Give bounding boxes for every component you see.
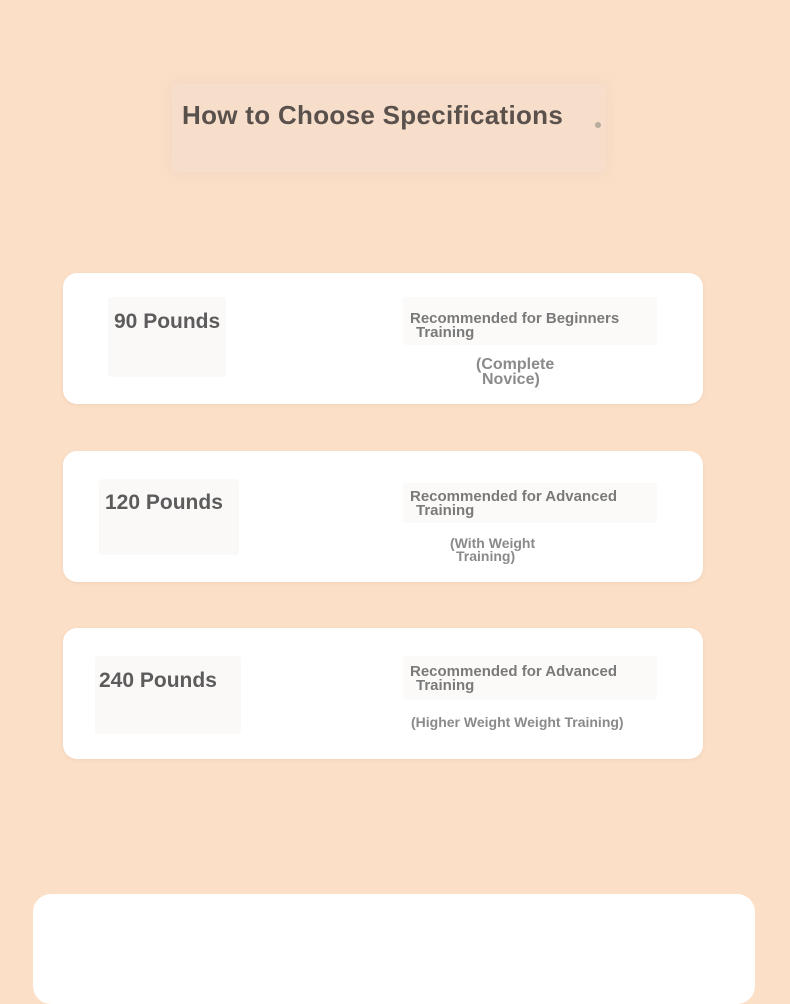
- recommendation-line-1: Recommended for Advanced: [410, 663, 617, 680]
- recommendation-line-2: Training: [416, 677, 475, 694]
- spec-recommendation: [410, 665, 617, 693]
- note-line-1: (With Weight: [450, 535, 536, 551]
- note-line-1: (Complete: [476, 356, 555, 373]
- note-line-2: Training): [456, 548, 516, 564]
- spec-note: [476, 357, 554, 387]
- title-banner: [172, 84, 606, 172]
- recommendation-line-2: Training: [416, 502, 475, 519]
- spec-recommendation: [410, 490, 617, 518]
- decorative-dot: [595, 122, 601, 128]
- bottom-panel: [33, 894, 755, 1004]
- recommendation-line-1: Recommended for Beginners: [410, 310, 620, 327]
- spec-card-240: [63, 628, 703, 759]
- recommendation-line-2: Training: [416, 324, 475, 341]
- recommendation-line-1: Recommended for Advanced: [410, 488, 617, 505]
- spec-note: (Higher Weight Weight Training): [411, 714, 624, 730]
- page-title: How to Choose Specifications: [182, 100, 564, 130]
- note-line-2: Novice): [482, 371, 540, 388]
- weight-backdrop: [108, 297, 226, 377]
- spec-weight: 90 Pounds: [114, 310, 221, 333]
- spec-recommendation: [410, 312, 619, 340]
- weight-backdrop: [95, 656, 241, 734]
- spec-weight: 240 Pounds: [99, 669, 217, 692]
- spec-weight: 120 Pounds: [105, 491, 223, 514]
- spec-card-90: [63, 273, 703, 404]
- spec-card-120: [63, 451, 703, 582]
- spec-note: [450, 537, 535, 563]
